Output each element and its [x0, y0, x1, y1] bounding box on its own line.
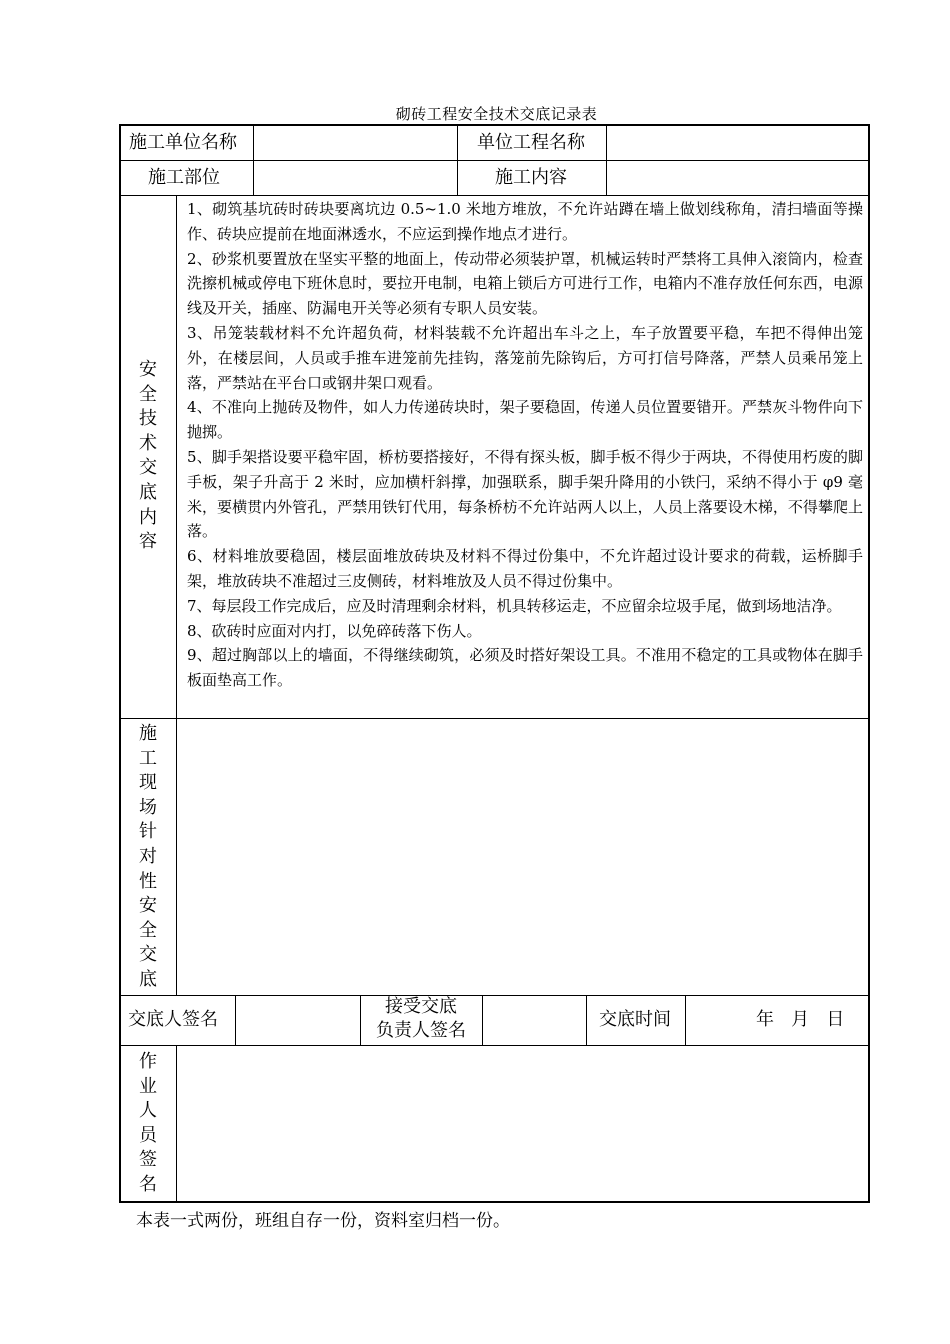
receiver-label-line2: 负责人签名 — [376, 1020, 466, 1041]
col-divider-workers — [176, 1045, 177, 1202]
row-divider-4 — [119, 995, 870, 996]
disclosure-date-field[interactable]: 年 月 日 — [756, 1009, 845, 1030]
safety-item: 4、不准向上抛砖及物件，如人力传递砖块时，架子要稳固，传递人员位置要错开。严禁灰斗物件向下抛掷。 — [187, 398, 863, 442]
discloser-signature-field[interactable] — [238, 1000, 357, 1042]
table-border-right — [868, 124, 870, 1203]
row-divider-5 — [119, 1045, 870, 1046]
row-divider-3 — [119, 718, 870, 719]
col-divider-header-3 — [606, 125, 607, 196]
safety-item: 8、砍砖时应面对内打，以免碎砖落下伤人。 — [187, 621, 482, 640]
footer-note: 本表一式两份，班组自存一份，资料室归档一份。 — [136, 1211, 510, 1231]
site-section-label: 施工现场针对性安全交底 — [139, 723, 157, 990]
safety-item: 3、吊笼装载材料不允许超负荷，材料装载不允许超出车斗之上，车子放置要平稳，车把不得伸出笼外，在楼层间，人员或手推车进笼前先挂钩，落笼前先除钩后，方可打信号降落，严禁人员乘吊笼上落，严禁站在平台口或钢井架口观看。 — [187, 323, 863, 392]
col-divider-sign-3 — [482, 995, 483, 1045]
col-divider-safety — [176, 195, 177, 995]
col-divider-sign-5 — [685, 995, 686, 1045]
col-divider-header-1 — [253, 125, 254, 196]
col-divider-sign-4 — [586, 995, 587, 1045]
receiver-label-line1: 接受交底 — [385, 996, 457, 1017]
safety-section-label: 安全技术交底内容 — [139, 359, 157, 553]
safety-item: 6、材料堆放要稳固，楼层面堆放砖块及材料不得过份集中，不允许超过设计要求的荷载，运桥脚手架，堆放砖块不准超过三皮侧砖，材料堆放及人员不得过份集中。 — [187, 547, 863, 590]
receiver-signature-field[interactable] — [485, 1000, 583, 1042]
safety-item: 7、每层段工作完成后，应及时清理剩余材料，机具转移运走，不应留余垃圾手尾，做到场地洁净。 — [187, 596, 842, 615]
safety-item: 2、砂浆机要置放在坚实平整的地面上，传动带必须装护罩，机械运转时严禁将工具伸入滚筒内，检查洗擦机械或停电下班休息时，要拉开电制，电箱上锁后方可进行工作，电箱内不准存放任何东西，电源线及开关，插座、防漏电开关等必须有专职人员安装。 — [187, 249, 863, 318]
location-label: 施工部位 — [148, 167, 220, 188]
unit-name-field[interactable] — [256, 132, 454, 156]
disclosure-time-label: 交底时间 — [599, 1009, 671, 1030]
col-divider-header-2 — [457, 125, 458, 196]
table-border-bottom — [119, 1201, 870, 1203]
safety-item: 5、脚手架搭设要平稳牢固，桥枋要搭接好，不得有探头板，脚手板不得少于两块，不得使用朽废的脚手板，架子升高于 2 米时，应加横杆斜撑，加强联系，脚手架升降用的小铁闩，采纳不得小于 φ9 毫米，要横贯内外管孔，严禁用铁钉代用，每条桥枋不允许站两人以上，人员上落要设木梯，不得攀爬上落。 — [187, 447, 863, 541]
location-field[interactable] — [256, 167, 454, 191]
project-name-field[interactable] — [609, 132, 865, 156]
row-divider-2 — [119, 195, 870, 196]
workers-signature-field[interactable] — [180, 1049, 864, 1198]
col-divider-sign-2 — [360, 995, 361, 1045]
page-title: 砌砖工程安全技术交底记录表 — [395, 105, 598, 123]
safety-content — [187, 197, 863, 693]
table-border-top — [119, 124, 870, 126]
content-label: 施工内容 — [495, 167, 567, 188]
discloser-label: 交底人签名 — [128, 1009, 218, 1030]
table-border-left — [119, 124, 121, 1203]
project-name-label: 单位工程名称 — [477, 132, 585, 153]
workers-section-label: 作业人员签名 — [139, 1051, 157, 1195]
col-divider-sign-1 — [235, 995, 236, 1045]
safety-item: 9、超过胸部以上的墙面，不得继续砌筑，必须及时搭好架设工具。不准用不稳定的工具或物体在脚手板面垫高工作。 — [187, 646, 863, 690]
row-divider-1 — [119, 160, 870, 161]
safety-item: 1、砌筑基坑砖时砖块要离坑边 0.5~1.0 米地方堆放，不允许站蹲在墙上做划线称角，清扫墙面等操作、砖块应提前在地面淋透水，不应运到操作地点才进行。 — [187, 200, 863, 243]
content-field[interactable] — [609, 167, 865, 191]
unit-name-label: 施工单位名称 — [129, 132, 237, 153]
site-section-field[interactable] — [180, 722, 864, 992]
